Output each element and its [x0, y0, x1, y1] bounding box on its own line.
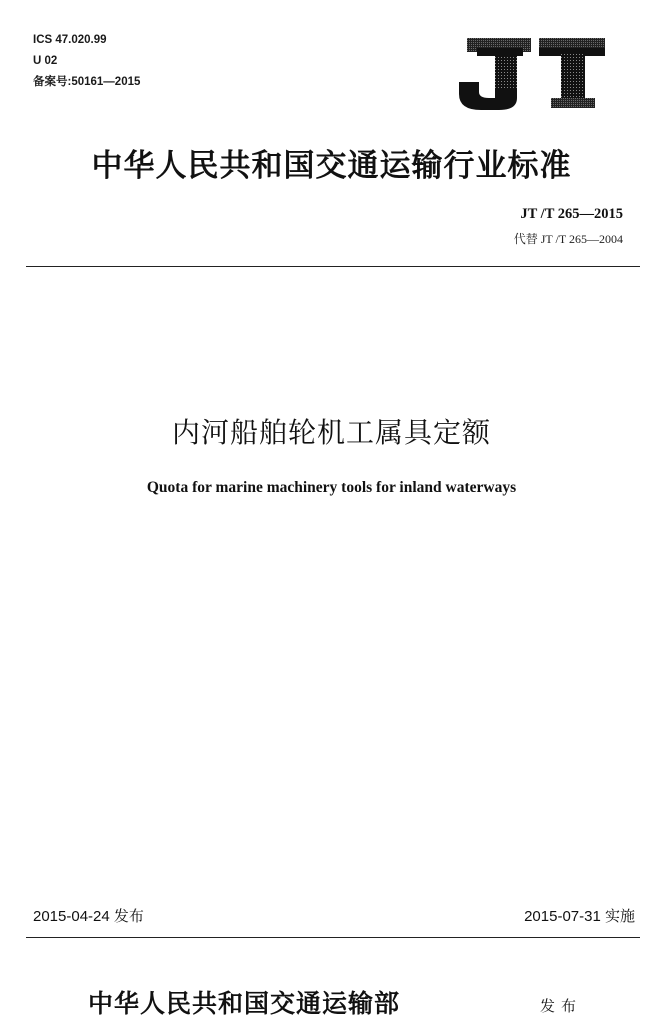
bottom-divider: [26, 937, 640, 938]
issue-date: 2015-04-24 发布: [33, 908, 144, 925]
standard-number: JT /T 265—2015: [520, 206, 623, 222]
record-number: 备案号:50161—2015: [33, 76, 141, 88]
document-title-chinese: 内河船舶轮机工属具定额: [171, 416, 491, 449]
classification-meta: [33, 30, 140, 93]
industry-standard-title: 中华人民共和国交通运输行业标准: [91, 148, 572, 184]
replaced-standard: 代替 JT /T 265—2004: [513, 232, 623, 246]
publisher-name: 中华人民共和国交通运输部: [88, 989, 401, 1018]
publisher-suffix: 发布: [540, 997, 583, 1015]
ccs-code: U 02: [33, 55, 58, 67]
implementation-date: 2015-07-31 实施: [524, 908, 635, 925]
document-title-english: Quota for marine machinery tools for inland waterways: [146, 479, 517, 496]
top-divider: [26, 266, 640, 267]
jt-logo-icon: [455, 32, 610, 112]
ics-code: ICS 47.020.99: [33, 34, 107, 46]
